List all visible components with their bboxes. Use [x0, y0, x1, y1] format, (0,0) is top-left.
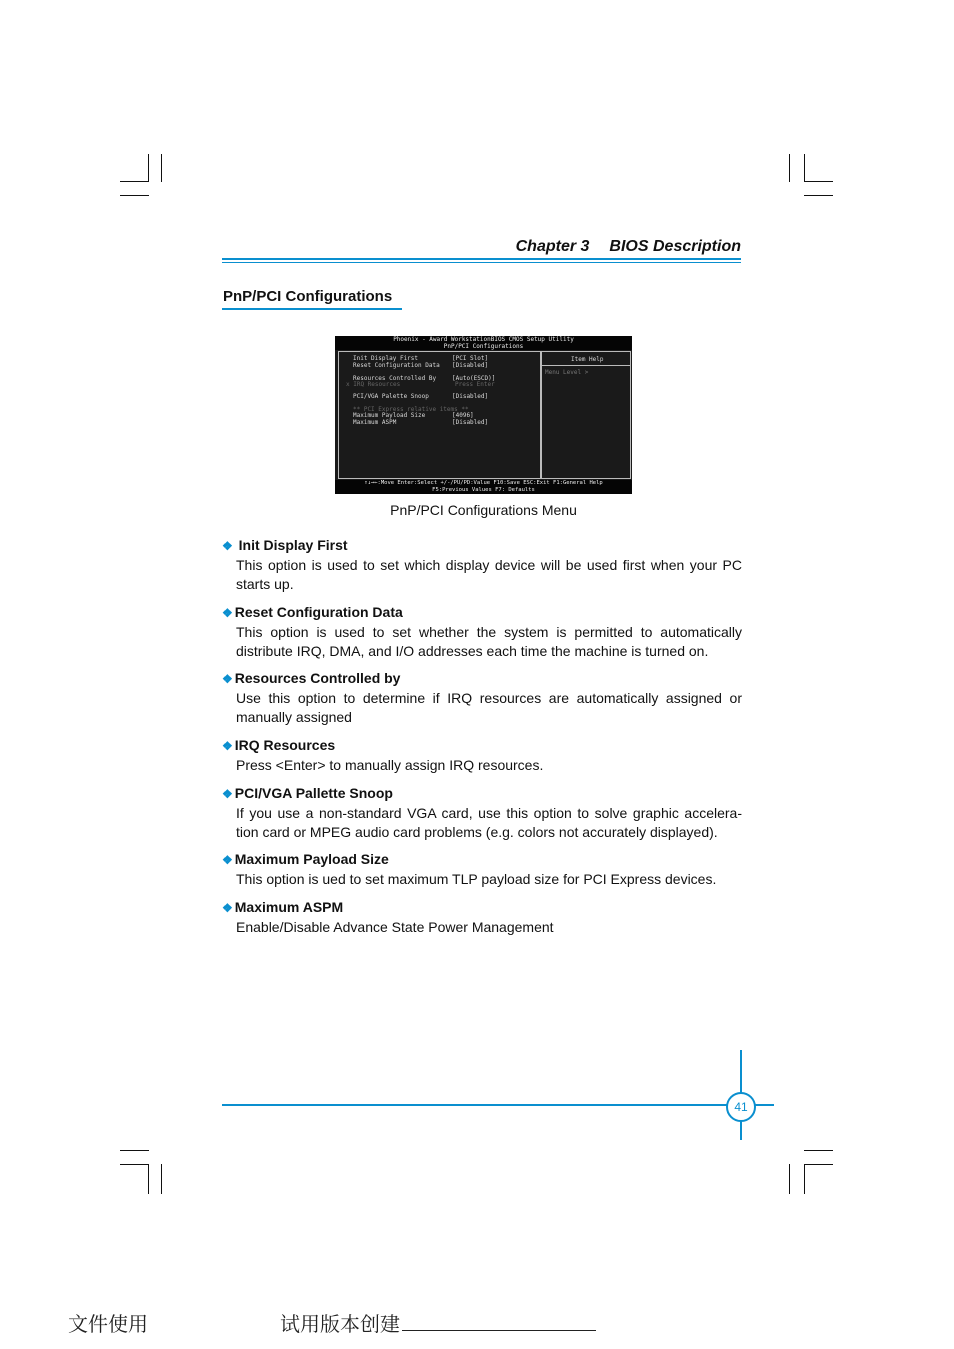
bios-row-value[interactable]: [PCI Slot] — [452, 355, 489, 362]
crop-mark — [789, 1164, 790, 1194]
crop-mark — [804, 1164, 805, 1194]
bios-row-label[interactable]: Maximum ASPM — [353, 419, 397, 426]
bios-row-label[interactable]: Resources Controlled By — [353, 375, 437, 382]
bios-row-label[interactable]: Maximum Payload Size — [353, 412, 426, 419]
option-heading: IRQ Resources — [234, 737, 336, 753]
option-item — [222, 736, 742, 775]
crop-mark — [804, 195, 833, 196]
bios-footer-line2: F5:Previous Values F7: Defaults — [432, 487, 535, 493]
option-heading: Maximum ASPM — [234, 899, 344, 915]
option-heading: Reset Configuration Data — [234, 604, 403, 620]
diamond-bullet-icon: ❖ — [222, 606, 233, 620]
diamond-bullet-icon: ❖ — [222, 739, 233, 753]
option-description: Use this option to determine if IRQ resources are automatically assigned or manually assigned — [236, 690, 742, 725]
crop-mark — [161, 154, 162, 182]
page-number: 41 — [726, 1092, 756, 1122]
crop-mark — [804, 154, 805, 182]
footer-rule — [222, 1104, 774, 1106]
crop-mark — [120, 1164, 149, 1165]
bios-row-value[interactable]: [4096] — [452, 412, 474, 419]
bios-title-bar — [335, 336, 632, 350]
footer-vertical-rule — [740, 1050, 742, 1094]
crop-mark — [161, 1164, 162, 1194]
option-description: If you use a non-standard VGA card, use this option to solve graphic accelera-tion card or MPEG audio card problems (e.g. colors not accurately displayed). — [236, 805, 742, 840]
option-item — [222, 850, 742, 889]
bios-help-title: Item Help — [571, 356, 604, 363]
crop-mark — [789, 154, 790, 182]
bios-help-text: Menu Level > — [545, 369, 589, 376]
option-description: Enable/Disable Advance State Power Management — [236, 919, 554, 935]
option-description: Press <Enter> to manually assign IRQ resources. — [236, 757, 544, 773]
diamond-bullet-icon: ❖ — [222, 901, 233, 915]
crop-mark — [804, 1164, 833, 1165]
option-heading: Resources Controlled by — [234, 670, 401, 686]
option-item — [222, 898, 742, 937]
option-item — [222, 603, 742, 661]
watermark-right: 试用版本创建 — [280, 1312, 400, 1336]
figure-caption: PnP/PCI Configurations Menu — [390, 502, 577, 518]
chapter-header — [222, 238, 741, 256]
crop-mark — [804, 1150, 833, 1151]
bios-row-value[interactable]: Press Enter — [455, 381, 495, 388]
bios-row-label[interactable]: Reset Configuration Data — [353, 362, 440, 369]
diamond-bullet-icon: ❖ — [222, 787, 233, 801]
diamond-bullet-icon: ❖ — [222, 672, 233, 686]
option-description: This option is ued to set maximum TLP payload size for PCI Express devices. — [236, 871, 717, 887]
crop-mark — [148, 1164, 149, 1194]
option-heading: Maximum Payload Size — [234, 851, 389, 867]
option-description: This option is used to set which display device will be used first when your PC starts up. — [236, 557, 742, 592]
option-heading: PCI/VGA Pallette Snoop — [234, 785, 393, 801]
section-underline — [222, 308, 402, 310]
bios-row-value[interactable]: [Auto(ESCD)] — [452, 375, 496, 382]
option-item — [222, 669, 742, 727]
crop-mark — [120, 181, 149, 182]
bios-row-label[interactable]: x IRQ Resources — [346, 381, 401, 388]
diamond-bullet-icon: ❖ — [222, 539, 233, 553]
header-rule — [222, 258, 741, 260]
bios-title-line1: Phoenix - Award WorkstationBIOS CMOS Setup Utility — [393, 336, 574, 343]
watermark-left: 文件使用 — [68, 1312, 148, 1336]
bios-row-value[interactable]: [Disabled] — [452, 419, 489, 426]
bios-help-divider — [541, 365, 631, 366]
bios-title-line2: PnP/PCI Configurations — [443, 343, 524, 350]
bios-footer-bar — [335, 480, 632, 494]
option-item — [222, 784, 742, 842]
option-item — [222, 536, 742, 594]
bios-row-value[interactable]: [Disabled] — [452, 362, 489, 369]
chapter-label: Chapter 3 — [515, 238, 590, 255]
crop-mark — [804, 181, 833, 182]
option-heading: Init Display First — [238, 537, 348, 553]
watermark-underline — [402, 1330, 596, 1331]
crop-mark — [120, 1150, 149, 1151]
crop-mark — [148, 154, 149, 182]
bios-row-value[interactable]: [Disabled] — [452, 393, 489, 400]
bios-row-label: ** PCI Express relative items ** — [353, 406, 469, 413]
header-rule-thin — [222, 262, 741, 263]
crop-mark — [120, 195, 149, 196]
bios-screenshot — [335, 336, 632, 494]
diamond-bullet-icon: ❖ — [222, 853, 233, 867]
bios-row-label[interactable]: Init Display First — [353, 355, 419, 362]
option-description: This option is used to set whether the system is permitted to automatically distribute IRQ, DMA, and I/O addresses each time the machine is turned on. — [236, 624, 742, 659]
bios-row-label[interactable]: PCI/VGA Palette Snoop — [353, 393, 429, 400]
section-title: PnP/PCI Configurations — [223, 288, 393, 305]
chapter-title: BIOS Description — [609, 238, 741, 255]
bios-footer-line1: ↑↓→←:Move Enter:Select +/-/PU/PD:Value F10:Save ESC:Exit F1:General Help — [364, 480, 603, 486]
